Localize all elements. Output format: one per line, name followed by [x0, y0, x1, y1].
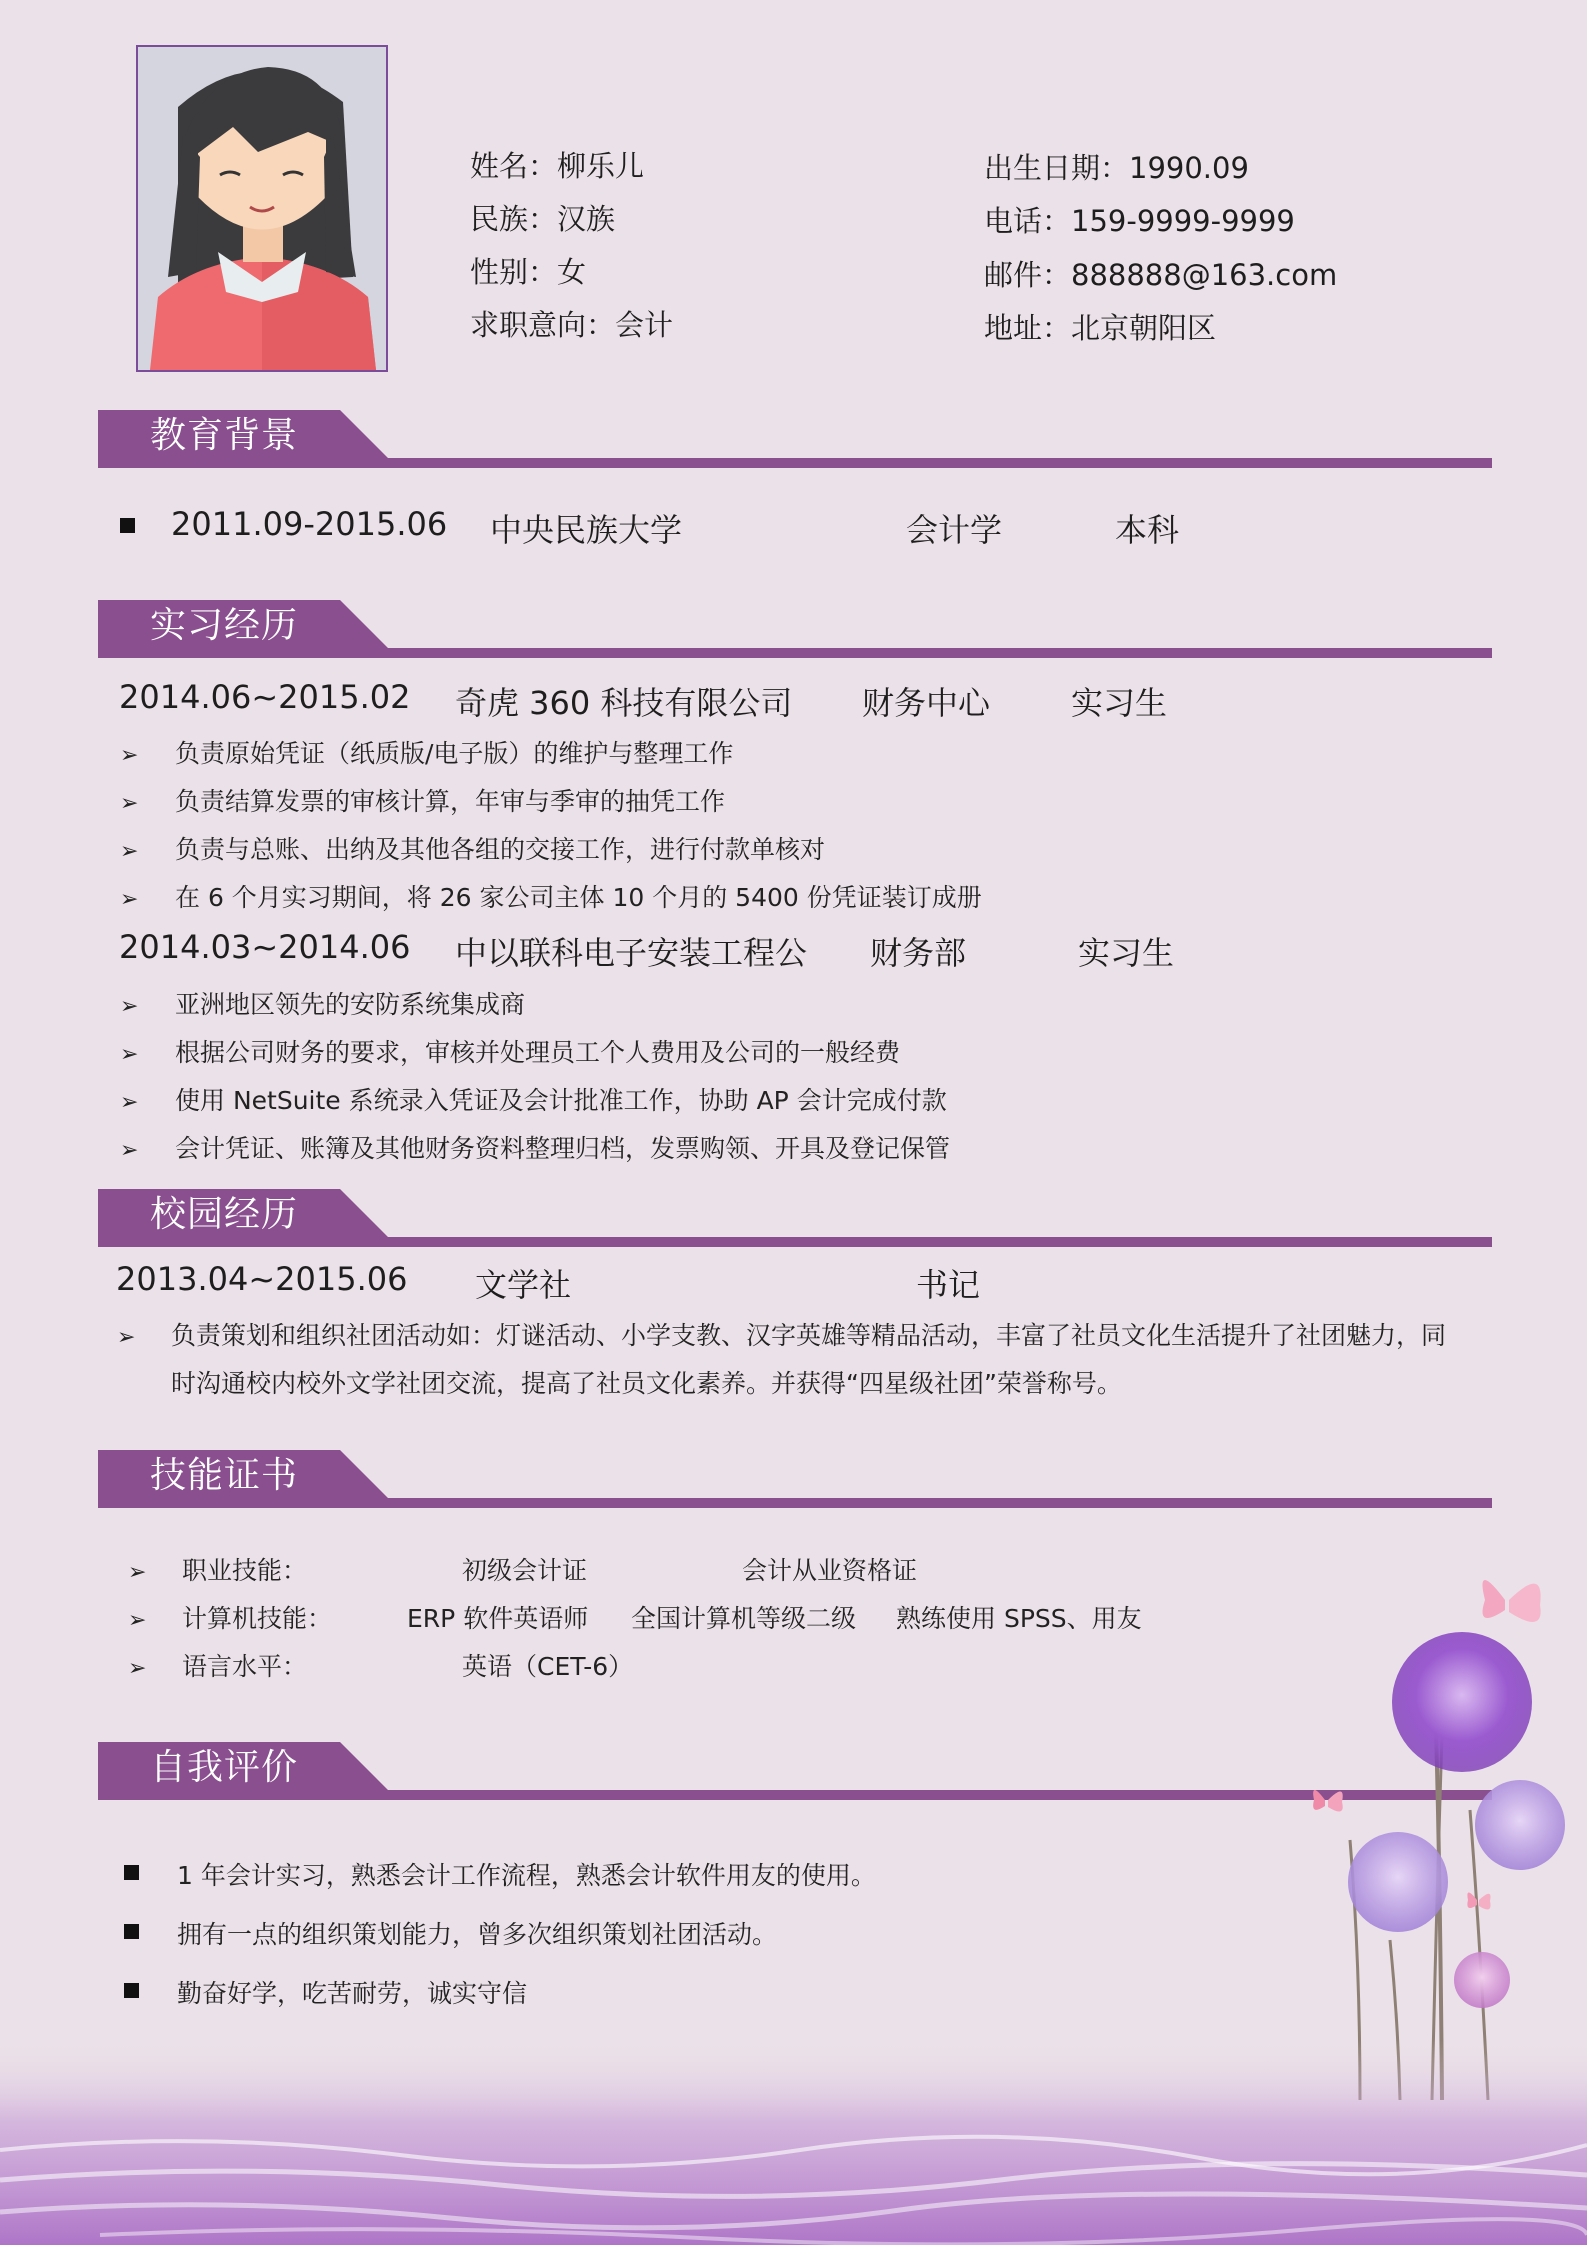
list-item: ➢ 负责与总账、出纳及其他各组的交接工作，进行付款单核对 — [120, 835, 826, 864]
job-period: 2014.03~2014.06 — [119, 928, 411, 966]
list-item: ➢ 负责原始凭证（纸质版/电子版）的维护与整理工作 — [120, 739, 734, 768]
profile-objective: 求职意向：会计 — [470, 308, 674, 342]
profile-phone: 电话：159-9999-9999 — [984, 204, 1295, 238]
job-role: 实习生 — [1071, 684, 1168, 722]
edu-degree: 本科 — [1115, 511, 1180, 549]
profile-gender: 性别：女 — [470, 255, 587, 289]
arrow-bullet-icon: ➢ — [120, 887, 139, 912]
arrow-bullet-icon: ➢ — [128, 1608, 147, 1633]
water-decoration — [0, 2040, 1587, 2245]
section-header-shape — [98, 1742, 1492, 1800]
section-header-shape — [98, 1189, 1492, 1247]
list-item: ➢ 会计凭证、账簿及其他财务资料整理归档，发票购领、开具及登记保管 — [120, 1134, 951, 1163]
section-title: 自我评价 — [150, 1747, 299, 1788]
arrow-bullet-icon: ➢ — [120, 1138, 139, 1163]
profile-name: 姓名：柳乐儿 — [470, 149, 645, 183]
list-item: 勤奋好学，吃苦耐劳，诚实守信 — [177, 1979, 528, 2008]
bullet-square — [120, 518, 135, 533]
avatar-illustration — [138, 47, 386, 370]
edu-major: 会计学 — [906, 511, 1003, 549]
edu-school: 中央民族大学 — [490, 511, 683, 549]
arrow-bullet-icon: ➢ — [120, 839, 139, 864]
job-period: 2014.06~2015.02 — [119, 678, 411, 716]
arrow-bullet-icon: ➢ — [120, 791, 139, 816]
list-item: 1 年会计实习，熟悉会计工作流程，熟悉会计软件用友的使用。 — [177, 1861, 876, 1890]
arrow-bullet-icon: ➢ — [120, 1090, 139, 1115]
section-header-education — [98, 410, 1492, 468]
list-item: ➢ 负责策划和组织社团活动如：灯谜活动、小学支教、汉字英雄等精品活动，丰富了社员文化生活提升了社团魅力，同 — [117, 1321, 1447, 1350]
arrow-bullet-icon: ➢ — [128, 1656, 147, 1681]
section-title: 教育背景 — [150, 415, 299, 456]
skill-row: ➢ 计算机技能： — [128, 1604, 333, 1633]
skill-value: 英语（CET-6） — [462, 1652, 634, 1681]
list-item: ➢ 负责结算发票的审核计算，年审与季审的抽凭工作 — [120, 787, 726, 816]
section-header-campus — [98, 1189, 1492, 1247]
profile-email: 邮件：888888@163.com — [984, 258, 1338, 292]
job-dept: 财务部 — [870, 934, 967, 972]
list-item: ➢ 在 6 个月实习期间，将 26 家公司主体 10 个月的 5400 份凭证装订成册 — [120, 883, 982, 912]
section-header-shape — [98, 600, 1492, 658]
section-title: 实习经历 — [150, 605, 299, 646]
list-item: ➢ 使用 NetSuite 系统录入凭证及会计批准工作，协助 AP 会计完成付款 — [120, 1086, 947, 1115]
skill-value: 熟练使用 SPSS、用友 — [896, 1604, 1142, 1633]
section-title: 校园经历 — [150, 1194, 299, 1235]
campus-period: 2013.04~2015.06 — [116, 1260, 408, 1298]
job-role: 实习生 — [1078, 934, 1175, 972]
bullet-square — [124, 1924, 139, 1939]
arrow-bullet-icon: ➢ — [117, 1325, 136, 1350]
job-company: 奇虎 360 科技有限公司 — [455, 684, 793, 722]
skill-value: 会计从业资格证 — [742, 1556, 918, 1585]
profile-birth: 出生日期：1990.09 — [984, 151, 1249, 185]
profile-photo — [136, 45, 388, 372]
list-item: ➢ 根据公司财务的要求，审核并处理员工个人费用及公司的一般经费 — [120, 1038, 901, 1067]
list-item-continuation: 时沟通校内校外文学社团交流，提高了社员文化素养。并获得“四星级社团”荣誉称号。 — [171, 1369, 1122, 1398]
bullet-square — [124, 1865, 139, 1880]
section-header-self — [98, 1742, 1492, 1800]
skill-row: ➢ 职业技能： — [128, 1556, 308, 1585]
section-title: 技能证书 — [150, 1455, 299, 1496]
job-company: 中以联科电子安装工程公 — [455, 934, 808, 972]
skill-value: ERP 软件英语师 — [407, 1604, 589, 1633]
section-header-skills — [98, 1450, 1492, 1508]
profile-ethnicity: 民族：汉族 — [470, 202, 616, 236]
arrow-bullet-icon: ➢ — [120, 994, 139, 1019]
skill-row: ➢ 语言水平： — [128, 1652, 308, 1681]
arrow-bullet-icon: ➢ — [120, 1042, 139, 1067]
campus-org: 文学社 — [475, 1266, 572, 1304]
edu-period: 2011.09-2015.06 — [171, 505, 448, 543]
profile-address: 地址：北京朝阳区 — [984, 311, 1217, 345]
flowers-decoration — [1290, 1540, 1587, 2100]
section-header-shape — [98, 410, 1492, 468]
section-header-shape — [98, 1450, 1492, 1508]
job-dept: 财务中心 — [862, 684, 991, 722]
section-header-internship — [98, 600, 1492, 658]
bullet-square — [124, 1983, 139, 1998]
list-item: ➢ 亚洲地区领先的安防系统集成商 — [120, 990, 526, 1019]
skill-value: 初级会计证 — [462, 1556, 588, 1585]
arrow-bullet-icon: ➢ — [120, 743, 139, 768]
arrow-bullet-icon: ➢ — [128, 1560, 147, 1585]
skill-value: 全国计算机等级二级 — [631, 1604, 857, 1633]
list-item: 拥有一点的组织策划能力，曾多次组织策划社团活动。 — [177, 1920, 778, 1949]
campus-role: 书记 — [916, 1266, 981, 1304]
